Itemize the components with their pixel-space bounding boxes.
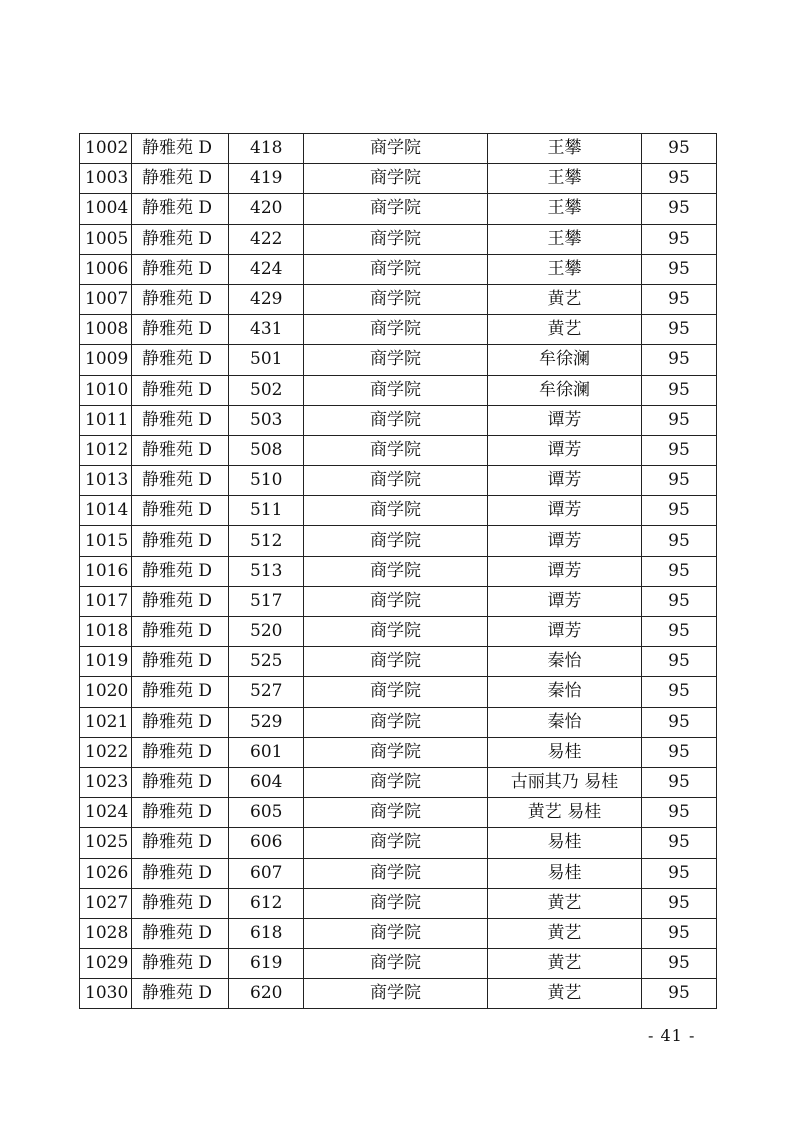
inspector-cell: 黄艺 易桂 (488, 798, 642, 828)
row-number-cell: 1011 (80, 405, 132, 435)
row-number-cell: 1005 (80, 224, 132, 254)
room-number-cell: 511 (229, 496, 304, 526)
inspector-cell: 王攀 (488, 194, 642, 224)
score-cell: 95 (642, 979, 717, 1009)
score-cell: 95 (642, 798, 717, 828)
table-row (80, 435, 717, 465)
table-row (80, 707, 717, 737)
inspector-cell: 王攀 (488, 224, 642, 254)
inspector-cell: 黄艺 (488, 979, 642, 1009)
room-number-cell: 620 (229, 979, 304, 1009)
building-cell: 静雅苑 D (132, 707, 229, 737)
score-cell: 95 (642, 254, 717, 284)
score-cell: 95 (642, 435, 717, 465)
table-row (80, 798, 717, 828)
table-row (80, 466, 717, 496)
college-cell: 商学院 (304, 405, 488, 435)
row-number-cell: 1017 (80, 586, 132, 616)
building-cell: 静雅苑 D (132, 254, 229, 284)
building-cell: 静雅苑 D (132, 798, 229, 828)
college-cell: 商学院 (304, 194, 488, 224)
building-cell: 静雅苑 D (132, 617, 229, 647)
room-number-cell: 510 (229, 466, 304, 496)
room-number-cell: 508 (229, 435, 304, 465)
college-cell: 商学院 (304, 254, 488, 284)
score-cell: 95 (642, 888, 717, 918)
score-cell: 95 (642, 949, 717, 979)
room-number-cell: 419 (229, 164, 304, 194)
table-row (80, 375, 717, 405)
college-cell: 商学院 (304, 798, 488, 828)
room-number-cell: 604 (229, 767, 304, 797)
college-cell: 商学院 (304, 315, 488, 345)
college-cell: 商学院 (304, 284, 488, 314)
table-row (80, 949, 717, 979)
college-cell: 商学院 (304, 134, 488, 164)
table-row (80, 254, 717, 284)
inspector-cell: 黄艺 (488, 888, 642, 918)
room-number-cell: 431 (229, 315, 304, 345)
table-row (80, 496, 717, 526)
score-cell: 95 (642, 707, 717, 737)
score-cell: 95 (642, 767, 717, 797)
building-cell: 静雅苑 D (132, 828, 229, 858)
building-cell: 静雅苑 D (132, 737, 229, 767)
table-row (80, 617, 717, 647)
score-cell: 95 (642, 526, 717, 556)
score-cell: 95 (642, 828, 717, 858)
table-row (80, 345, 717, 375)
building-cell: 静雅苑 D (132, 466, 229, 496)
table-row (80, 194, 717, 224)
building-cell: 静雅苑 D (132, 405, 229, 435)
row-number-cell: 1008 (80, 315, 132, 345)
college-cell: 商学院 (304, 375, 488, 405)
score-cell: 95 (642, 405, 717, 435)
building-cell: 静雅苑 D (132, 858, 229, 888)
score-cell: 95 (642, 647, 717, 677)
dormitory-score-table (79, 133, 717, 1009)
score-cell: 95 (642, 345, 717, 375)
college-cell: 商学院 (304, 828, 488, 858)
inspector-cell: 谭芳 (488, 617, 642, 647)
room-number-cell: 607 (229, 858, 304, 888)
row-number-cell: 1013 (80, 466, 132, 496)
room-number-cell: 429 (229, 284, 304, 314)
inspector-cell: 谭芳 (488, 405, 642, 435)
room-number-cell: 513 (229, 556, 304, 586)
table-row (80, 224, 717, 254)
room-number-cell: 606 (229, 828, 304, 858)
row-number-cell: 1012 (80, 435, 132, 465)
building-cell: 静雅苑 D (132, 918, 229, 948)
table-row (80, 405, 717, 435)
building-cell: 静雅苑 D (132, 586, 229, 616)
room-number-cell: 502 (229, 375, 304, 405)
score-cell: 95 (642, 284, 717, 314)
score-cell: 95 (642, 375, 717, 405)
college-cell: 商学院 (304, 466, 488, 496)
college-cell: 商学院 (304, 949, 488, 979)
room-number-cell: 527 (229, 677, 304, 707)
inspector-cell: 黄艺 (488, 918, 642, 948)
table-row (80, 737, 717, 767)
building-cell: 静雅苑 D (132, 345, 229, 375)
room-number-cell: 618 (229, 918, 304, 948)
college-cell: 商学院 (304, 224, 488, 254)
table-row (80, 586, 717, 616)
row-number-cell: 1024 (80, 798, 132, 828)
room-number-cell: 424 (229, 254, 304, 284)
building-cell: 静雅苑 D (132, 164, 229, 194)
score-cell: 95 (642, 224, 717, 254)
college-cell: 商学院 (304, 586, 488, 616)
row-number-cell: 1007 (80, 284, 132, 314)
table-row (80, 767, 717, 797)
row-number-cell: 1028 (80, 918, 132, 948)
building-cell: 静雅苑 D (132, 496, 229, 526)
inspector-cell: 古丽其乃 易桂 (488, 767, 642, 797)
building-cell: 静雅苑 D (132, 979, 229, 1009)
row-number-cell: 1006 (80, 254, 132, 284)
row-number-cell: 1026 (80, 858, 132, 888)
building-cell: 静雅苑 D (132, 435, 229, 465)
college-cell: 商学院 (304, 707, 488, 737)
table-row (80, 979, 717, 1009)
score-cell: 95 (642, 556, 717, 586)
inspector-cell: 谭芳 (488, 526, 642, 556)
score-cell: 95 (642, 617, 717, 647)
row-number-cell: 1019 (80, 647, 132, 677)
building-cell: 静雅苑 D (132, 647, 229, 677)
inspector-cell: 易桂 (488, 828, 642, 858)
inspector-cell: 易桂 (488, 858, 642, 888)
row-number-cell: 1002 (80, 134, 132, 164)
row-number-cell: 1003 (80, 164, 132, 194)
college-cell: 商学院 (304, 496, 488, 526)
college-cell: 商学院 (304, 345, 488, 375)
score-cell: 95 (642, 677, 717, 707)
room-number-cell: 503 (229, 405, 304, 435)
table-row (80, 134, 717, 164)
score-cell: 95 (642, 194, 717, 224)
building-cell: 静雅苑 D (132, 767, 229, 797)
table-row (80, 858, 717, 888)
page-number: - 41 - (648, 1026, 696, 1045)
score-cell: 95 (642, 858, 717, 888)
inspector-cell: 王攀 (488, 134, 642, 164)
inspector-cell: 牟徐澜 (488, 345, 642, 375)
college-cell: 商学院 (304, 647, 488, 677)
table-row (80, 526, 717, 556)
college-cell: 商学院 (304, 617, 488, 647)
row-number-cell: 1004 (80, 194, 132, 224)
row-number-cell: 1029 (80, 949, 132, 979)
room-number-cell: 619 (229, 949, 304, 979)
score-cell: 95 (642, 134, 717, 164)
college-cell: 商学院 (304, 677, 488, 707)
table-row (80, 677, 717, 707)
college-cell: 商学院 (304, 767, 488, 797)
inspector-cell: 秦怡 (488, 677, 642, 707)
table-body (80, 134, 717, 1009)
inspector-cell: 谭芳 (488, 435, 642, 465)
inspector-cell: 王攀 (488, 164, 642, 194)
table-row (80, 284, 717, 314)
score-cell: 95 (642, 737, 717, 767)
row-number-cell: 1015 (80, 526, 132, 556)
row-number-cell: 1014 (80, 496, 132, 526)
building-cell: 静雅苑 D (132, 677, 229, 707)
inspector-cell: 谭芳 (488, 466, 642, 496)
building-cell: 静雅苑 D (132, 194, 229, 224)
room-number-cell: 520 (229, 617, 304, 647)
building-cell: 静雅苑 D (132, 949, 229, 979)
inspector-cell: 谭芳 (488, 586, 642, 616)
college-cell: 商学院 (304, 858, 488, 888)
row-number-cell: 1010 (80, 375, 132, 405)
room-number-cell: 420 (229, 194, 304, 224)
score-cell: 95 (642, 315, 717, 345)
table-row (80, 556, 717, 586)
room-number-cell: 525 (229, 647, 304, 677)
room-number-cell: 529 (229, 707, 304, 737)
inspector-cell: 秦怡 (488, 707, 642, 737)
college-cell: 商学院 (304, 556, 488, 586)
room-number-cell: 422 (229, 224, 304, 254)
score-cell: 95 (642, 586, 717, 616)
inspector-cell: 易桂 (488, 737, 642, 767)
inspector-cell: 谭芳 (488, 496, 642, 526)
row-number-cell: 1020 (80, 677, 132, 707)
inspector-cell: 黄艺 (488, 315, 642, 345)
college-cell: 商学院 (304, 918, 488, 948)
building-cell: 静雅苑 D (132, 526, 229, 556)
building-cell: 静雅苑 D (132, 224, 229, 254)
table-row (80, 647, 717, 677)
score-cell: 95 (642, 466, 717, 496)
table-row (80, 315, 717, 345)
college-cell: 商学院 (304, 737, 488, 767)
building-cell: 静雅苑 D (132, 284, 229, 314)
table-row (80, 888, 717, 918)
score-cell: 95 (642, 496, 717, 526)
room-number-cell: 512 (229, 526, 304, 556)
table-row (80, 164, 717, 194)
college-cell: 商学院 (304, 979, 488, 1009)
inspector-cell: 王攀 (488, 254, 642, 284)
row-number-cell: 1023 (80, 767, 132, 797)
inspector-cell: 黄艺 (488, 284, 642, 314)
college-cell: 商学院 (304, 435, 488, 465)
row-number-cell: 1016 (80, 556, 132, 586)
row-number-cell: 1030 (80, 979, 132, 1009)
inspector-cell: 黄艺 (488, 949, 642, 979)
table-row (80, 828, 717, 858)
building-cell: 静雅苑 D (132, 556, 229, 586)
room-number-cell: 517 (229, 586, 304, 616)
inspector-cell: 秦怡 (488, 647, 642, 677)
building-cell: 静雅苑 D (132, 134, 229, 164)
row-number-cell: 1021 (80, 707, 132, 737)
inspector-cell: 谭芳 (488, 556, 642, 586)
score-cell: 95 (642, 918, 717, 948)
room-number-cell: 418 (229, 134, 304, 164)
building-cell: 静雅苑 D (132, 315, 229, 345)
building-cell: 静雅苑 D (132, 375, 229, 405)
room-number-cell: 605 (229, 798, 304, 828)
college-cell: 商学院 (304, 888, 488, 918)
college-cell: 商学院 (304, 164, 488, 194)
row-number-cell: 1025 (80, 828, 132, 858)
room-number-cell: 501 (229, 345, 304, 375)
building-cell: 静雅苑 D (132, 888, 229, 918)
row-number-cell: 1027 (80, 888, 132, 918)
college-cell: 商学院 (304, 526, 488, 556)
row-number-cell: 1009 (80, 345, 132, 375)
row-number-cell: 1018 (80, 617, 132, 647)
room-number-cell: 601 (229, 737, 304, 767)
room-number-cell: 612 (229, 888, 304, 918)
inspector-cell: 牟徐澜 (488, 375, 642, 405)
row-number-cell: 1022 (80, 737, 132, 767)
score-cell: 95 (642, 164, 717, 194)
table-row (80, 918, 717, 948)
